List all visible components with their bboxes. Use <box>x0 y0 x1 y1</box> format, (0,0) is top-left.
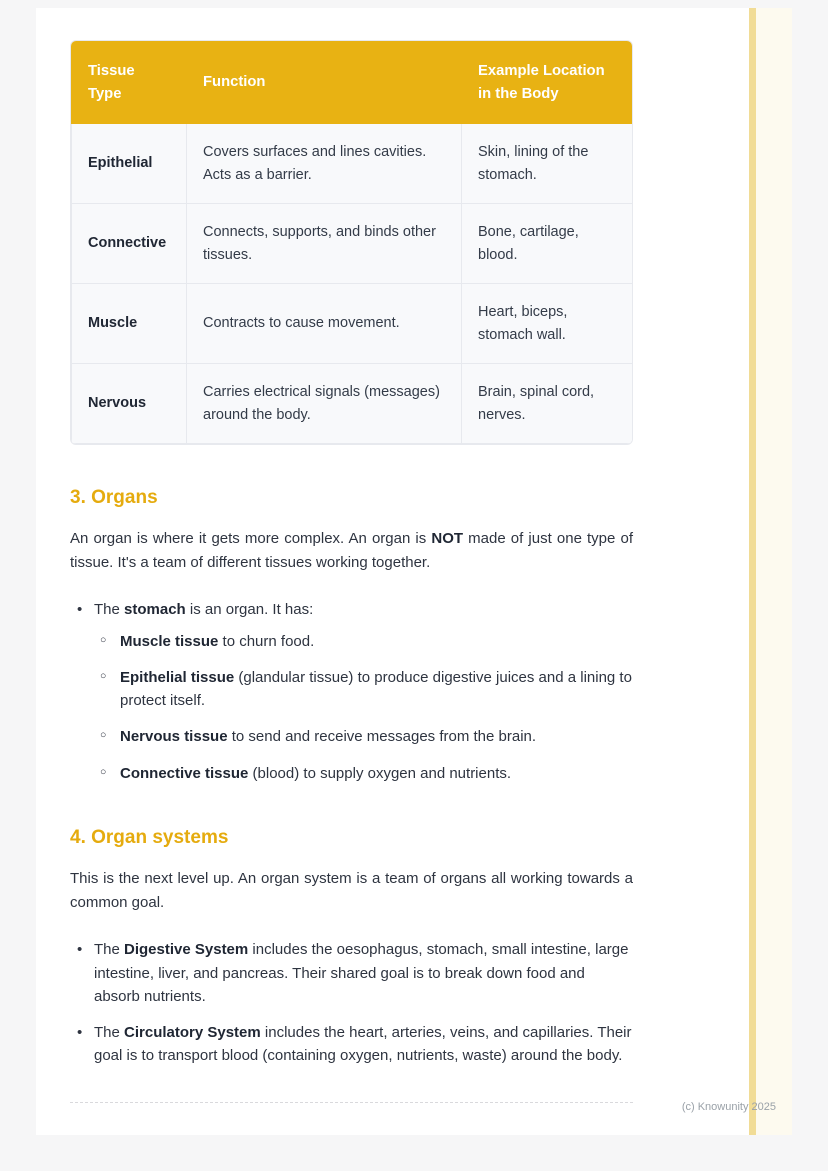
list-item-circulatory-system <box>70 1021 633 1068</box>
sublist-item-text: Connective tissue (blood) to supply oxygen and nutrients. <box>120 764 512 782</box>
table-row-muscle <box>72 284 634 364</box>
table-row-nervous <box>72 364 634 444</box>
page-accent-stripe <box>749 8 756 1135</box>
cell-tissue-type: Muscle <box>72 284 187 364</box>
section-heading-organs: 3. Organs <box>70 487 158 508</box>
sublist-item-epithelial <box>94 666 633 713</box>
section-heading-organ-systems: 4. Organ systems <box>70 826 229 848</box>
cell-location: Bone, cartilage, blood. <box>462 204 634 284</box>
organs-intro-paragraph: An organ is where it gets more complex. An organ is NOT made of just one type of tissue. It's a team of different tissues working together. <box>70 530 633 571</box>
cell-function: Connects, supports, and binds other tissues. <box>187 204 462 284</box>
cell-tissue-type: Nervous <box>72 364 187 444</box>
list-item-text: The Circulatory System includes the heart, arteries, veins, and capillaries. Their goal is to transport blood (containing oxygen, nutrients, waste) around the body. <box>94 1024 632 1065</box>
tissue-table <box>70 40 633 445</box>
list-item-text: The stomach is an organ. It has: <box>94 601 314 619</box>
header-function: Function <box>187 42 462 124</box>
cell-function: Carries electrical signals (messages) around the body. <box>187 364 462 444</box>
cell-location: Brain, spinal cord, nerves. <box>462 364 634 444</box>
stomach-sublist <box>94 630 633 785</box>
organs-list <box>70 598 633 785</box>
table-row-connective <box>72 204 634 284</box>
sublist-item-text: Muscle tissue to churn food. <box>120 632 315 650</box>
sublist-item-muscle <box>94 630 633 653</box>
header-example-location: Example Location in the Body <box>462 42 634 124</box>
list-item-text: The Digestive System includes the oesophagus, stomach, small intestine, large intestine, liver, and pancreas. Their shared goal is to break down food and absorb nutrients. <box>94 941 629 1005</box>
cell-location: Heart, biceps, stomach wall. <box>462 284 634 364</box>
sublist-item-nervous <box>94 725 633 748</box>
document-content <box>36 8 667 1103</box>
list-item-digestive-system <box>70 938 633 1008</box>
organ-systems-intro-paragraph: This is the next level up. An organ system is a team of organs all working towards a common goal. <box>70 869 633 911</box>
header-tissue-type: Tissue Type <box>72 42 187 124</box>
sublist-item-connective <box>94 762 633 785</box>
content-divider <box>70 1102 633 1103</box>
cell-tissue-type: Epithelial <box>72 124 187 204</box>
right-margin-band <box>756 8 792 1135</box>
cell-function: Covers surfaces and lines cavities. Acts as a barrier. <box>187 124 462 204</box>
table-row-epithelial <box>72 124 634 204</box>
list-item-stomach <box>70 598 633 785</box>
table-header-row <box>72 42 634 124</box>
organ-systems-list <box>70 938 633 1067</box>
copyright-footer: (c) Knowunity 2025 <box>681 1101 776 1113</box>
cell-location: Skin, lining of the stomach. <box>462 124 634 204</box>
cell-tissue-type: Connective <box>72 204 187 284</box>
sublist-item-text: Epithelial tissue (glandular tissue) to produce digestive juices and a lining to protect itself. <box>120 668 632 710</box>
cell-function: Contracts to cause movement. <box>187 284 462 364</box>
document-page <box>36 8 792 1135</box>
sublist-item-text: Nervous tissue to send and receive messages from the brain. <box>120 728 537 746</box>
